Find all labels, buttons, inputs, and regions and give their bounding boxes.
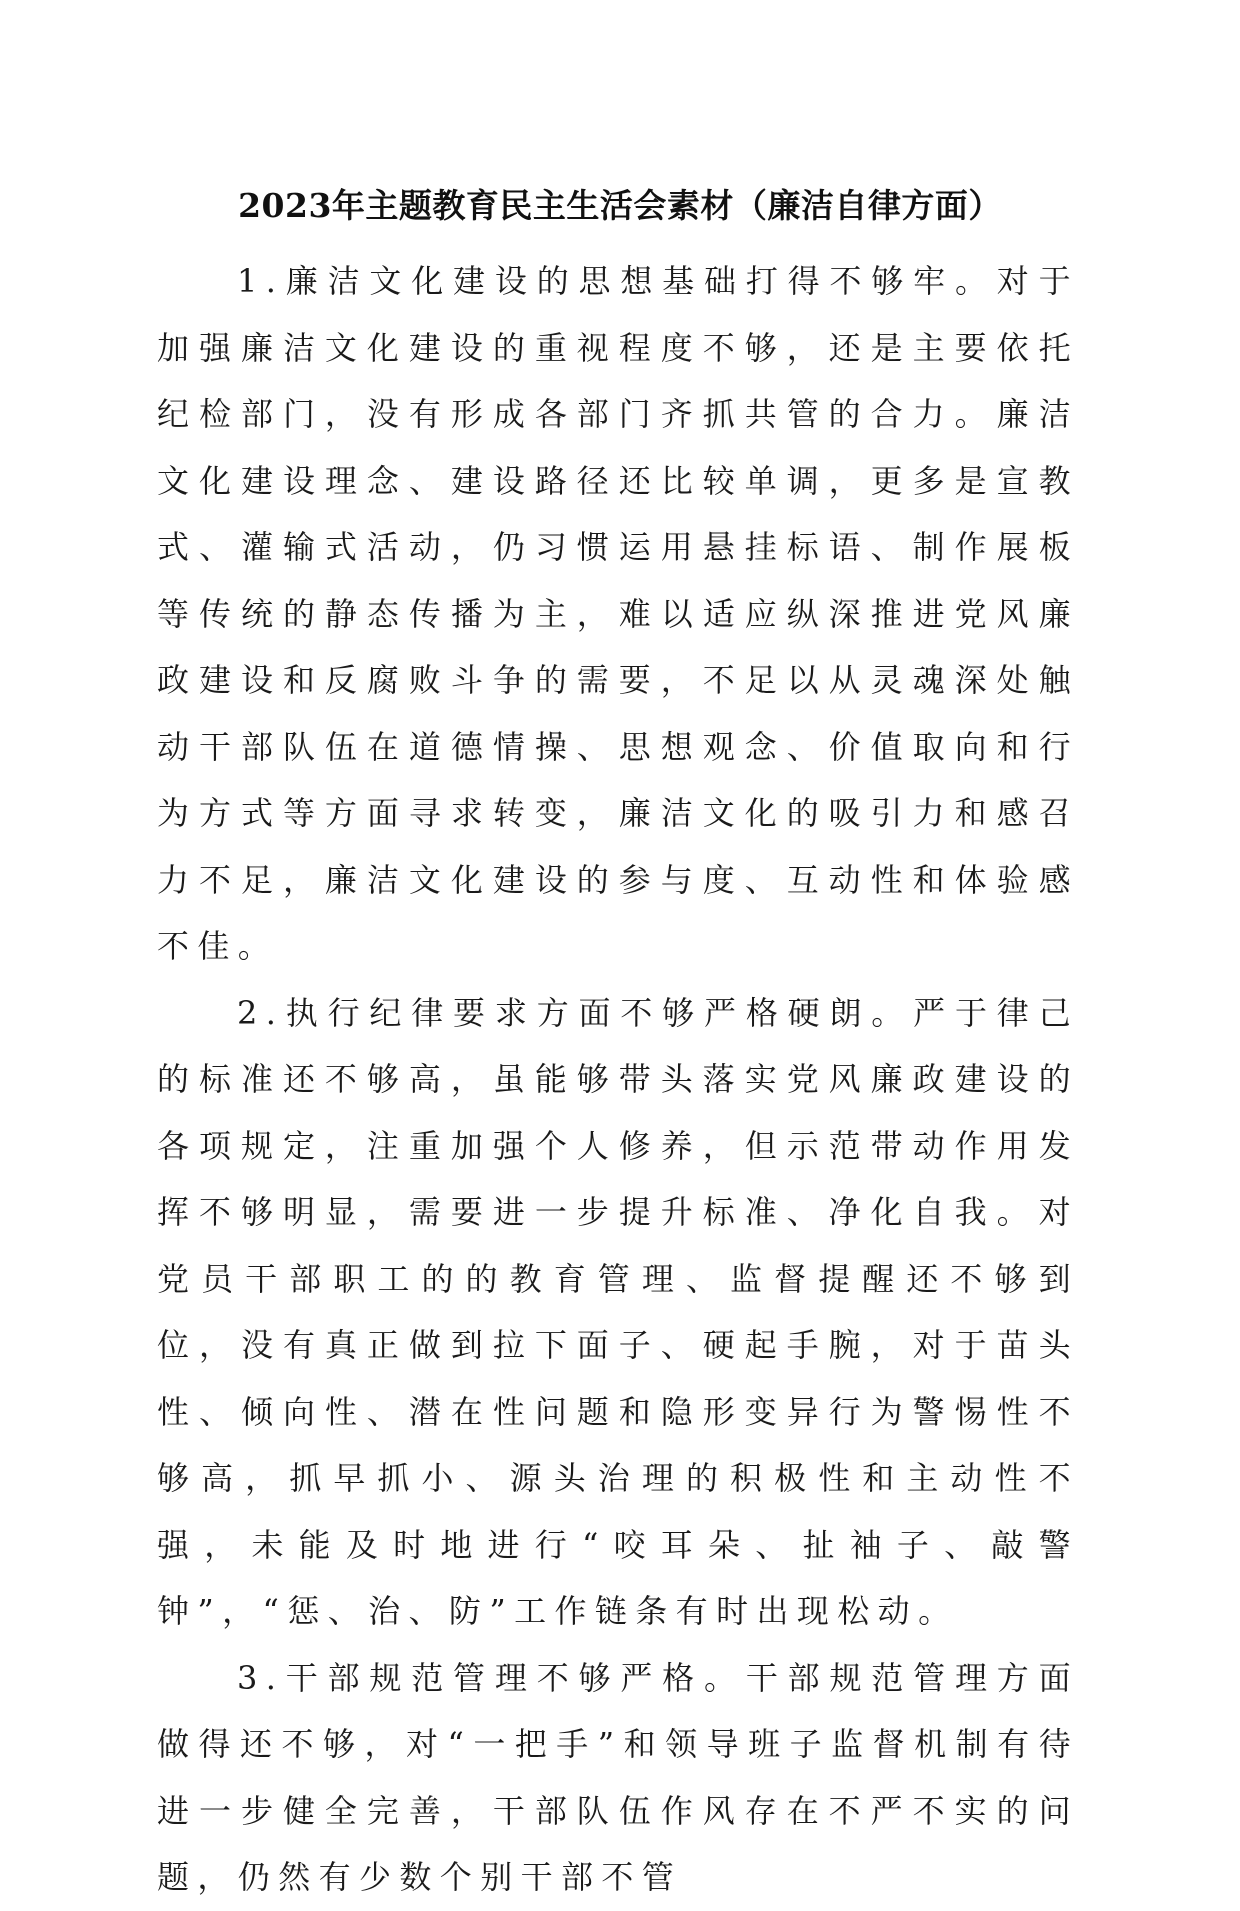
paragraph-2: 2.执行纪律要求方面不够严格硬朗。严于律己的标准还不够高，虽能够带头落实党风廉政建设的各项规定，注重加强个人修养，但示范带动作用发挥不够明显，需要进一步提升标准、净化自我。对党员干部职工的的教育管理、监督提醒还不够到位，没有真正做到拉下面子、硬起手腕，对于苗头性、倾向性、潜在性问题和隐形变异行为警惕性不够高，抓早抓小、源头治理的积极性和主动性不强，未能及时地进行“咬耳朵、扯袖子、敲警钟”，“惩、治、防”工作链条有时出现松动。 (157, 993, 1079, 1630)
paragraph-1: 1.廉洁文化建设的思想基础打得不够牢。对于加强廉洁文化建设的重视程度不够，还是主要依托纪检部门，没有形成各部门齐抓共管的合力。廉洁文化建设理念、建设路径还比较单调，更多是宣教式、灌输式活动，仍习惯运用悬挂标语、制作展板等传统的静态传播为主，难以适应纵深推进党风廉政建设和反腐败斗争的需要，不足以从灵魂深处触动干部队伍在道德情操、思想观念、价值取向和行为方式等方面寻求转变，廉洁文化的吸引力和感召力不足，廉洁文化建设的参与度、互动性和体验感不佳。 (157, 262, 1079, 965)
document-title: 2023年主题教育民主生活会素材（廉洁自律方面） (238, 186, 1002, 225)
paragraph-3: 3.干部规范管理不够严格。干部规范管理方面做得还不够，对“一把手”和领导班子监督机制有待进一步健全完善，干部队伍作风存在不严不实的问题，仍然有少数个别干部不管 (157, 1658, 1079, 1896)
document-body (157, 248, 1079, 1911)
